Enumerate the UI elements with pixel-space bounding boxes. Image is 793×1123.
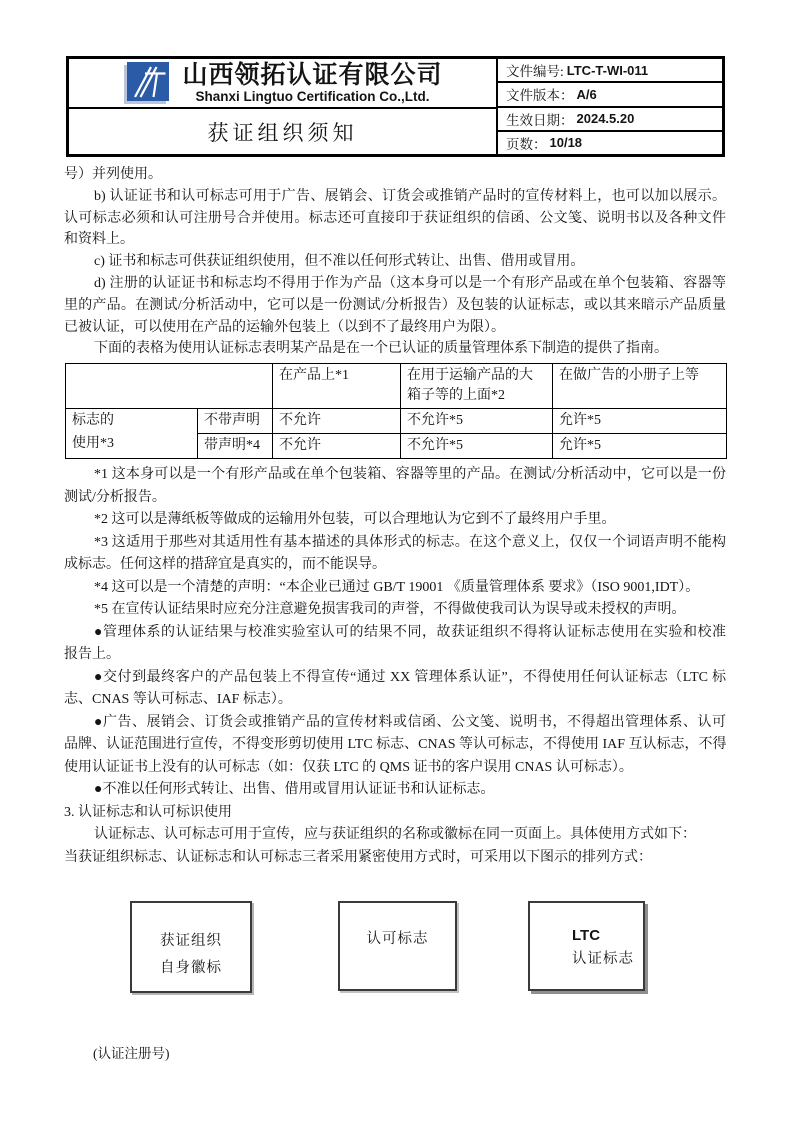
ltc-mark-inner xyxy=(530,903,643,971)
doc-number-field xyxy=(498,59,722,83)
text-line: *1 这本身可以是一个有形产品或在单个包装箱、容器等里的产品。在测试/分析活动中，它可以是一份 xyxy=(94,467,726,483)
title-row xyxy=(69,109,496,154)
rowgroup-line1: 标志的 xyxy=(72,413,114,429)
row-label-without-claim: 不带声明 xyxy=(198,409,273,434)
text-line: ●广告、展销会、订货会或推销产品的宣传材料或信函、公文笺、说明书，不得超出管理体系、认可 xyxy=(94,714,726,730)
page-count-value: 10/18 xyxy=(549,135,583,151)
table-cell: 不允许 xyxy=(273,409,401,434)
page-count-label: 页数： xyxy=(506,136,547,152)
effective-date-label: 生效日期： xyxy=(506,112,574,128)
text-line: 品牌、认证范围进行宣传，不得变形剪切使用 LTC 标志、CNAS 等认可标志，不得使用 IAF 互认标志，不得 xyxy=(64,737,727,753)
company-row xyxy=(69,59,496,109)
org-logo-box-line1: 获证组织 xyxy=(160,933,222,950)
text-line: *5 在宣传认证结果时应充分注意避免损害我司的声誉，不得做使我司认为误导或未授权的声明。 xyxy=(94,602,686,618)
doc-header-table xyxy=(66,56,725,157)
table-rowgroup-mark-use xyxy=(66,409,198,459)
ltc-certification-mark-box xyxy=(528,901,645,991)
text-line: c) 证书和标志可供获证组织使用，但不准以任何形式转让、出售、借用或冒用。 xyxy=(94,254,585,270)
text-line: d) 注册的认证证书和标志均不得用于作为产品（这本身可以是一个有形产品或在单个包装箱、容器等 xyxy=(94,275,726,291)
ltc-label: LTC xyxy=(572,927,601,945)
table-corner-cell xyxy=(66,364,273,409)
section-heading: 3. 认证标志和认可标识使用 xyxy=(64,804,232,820)
accreditation-mark-box xyxy=(338,901,457,991)
text-line: 测试/分析报告。 xyxy=(64,489,166,505)
notes-section xyxy=(64,464,726,869)
text-line: 认可标志必须和认可注册号合并使用。标志还可直接印于获证组织的信函、公文笺、说明书以及各种文件 xyxy=(64,210,726,226)
table-header-on-crates: 在用于运输产品的大箱子等的上面*2 xyxy=(401,364,553,409)
text-line: 成标志。任何这样的措辞宜是真实的，而不能误导。 xyxy=(64,557,386,573)
text-line: ●管理体系的认证结果与校准实验室认可的结果不同，故获证组织不得将认证标志使用在实验和校准 xyxy=(94,624,726,640)
table-header-on-brochures: 在做广告的小册子上等 xyxy=(553,364,727,409)
text-line: ●不准以任何形式转让、出售、借用或冒用认证证书和认证标志。 xyxy=(94,782,495,798)
accreditation-mark-label: 认可标志 xyxy=(366,931,429,948)
text-line: 和资料上。 xyxy=(64,232,134,248)
header-right-section xyxy=(498,59,722,154)
table-header-on-product: 在产品上*1 xyxy=(273,364,401,409)
text-line: 当获证组织标志、认证标志和认可标志三者采用紧密使用方式时，可采用以下图示的排列方式： xyxy=(64,849,652,865)
registration-number-caption: (认证注册号) xyxy=(93,1046,170,1062)
text-line: *3 这适用于那些对其适用性有基本描述的具体形式的标志。在这个意义上，仅仅一个词语声明不能构 xyxy=(94,534,726,550)
text-line: b) 认证证书和认可标志可用于广告、展销会、订货会或推销产品时的宣传材料上，也可以加以展示。 xyxy=(94,188,726,204)
text-line: 已被认证，可以使用在产品的运输外包装上（以到不了最终用户为限）。 xyxy=(64,319,505,335)
effective-date-field xyxy=(498,108,722,132)
text-line: 里的产品。在测试/分析活动中，它可以是一份测试/分析报告）及包装的认证标志，或以其来暗示产品质量 xyxy=(64,297,726,313)
table-cell: 不允许*5 xyxy=(401,434,553,459)
text-line: 号）并列使用。 xyxy=(64,167,162,182)
doc-version-field xyxy=(498,83,722,107)
text-line: 认证标志、认可标志可用于宣传，应与获证组织的名称或徽标在同一页面上。具体使用方式如下： xyxy=(94,827,696,843)
company-names xyxy=(182,62,442,103)
doc-number-label: 文件编号: xyxy=(506,64,564,80)
doc-version-value: A/6 xyxy=(576,86,597,102)
certification-mark-label: 认证标志 xyxy=(572,951,634,968)
text-line: ●交付到最终客户的产品包装上不得宣传“通过 XX 管理体系认证”，不得使用任何认证标志（LTC 标 xyxy=(94,669,726,685)
page-count-field xyxy=(498,132,722,154)
usage-guidance-table xyxy=(65,363,727,459)
text-line: 志、CNAS 等认可标志、IAF 标志）。 xyxy=(64,692,292,708)
table-cell: 不允许 xyxy=(273,434,401,459)
org-logo-box xyxy=(130,901,252,993)
header-left-section xyxy=(69,59,498,154)
document-title: 获证组织须知 xyxy=(207,120,358,145)
effective-date-value: 2024.5.20 xyxy=(576,111,635,127)
text-line: 下面的表格为使用认证标志表明某产品是在一个已认证的质量管理体系下制造的提供了指南。 xyxy=(94,341,668,357)
text-line: 报告上。 xyxy=(64,647,120,663)
table-cell: 允许*5 xyxy=(553,434,727,459)
org-logo-box-line2: 自身徽标 xyxy=(160,960,222,977)
text-line: 使用认证证书上没有的认可标志（如：仅获 LTC 的 QMS 证书的客户误用 CNAS 认可标志）。 xyxy=(64,759,633,775)
company-logo-icon xyxy=(122,61,170,105)
text-line: *4 这可以是一个清楚的声明：“本企业已通过 GB/T 19001 《质量管理体系 要求》（ISO 9001,IDT）。 xyxy=(94,579,700,595)
text-line: *2 这可以是薄纸板等做成的运输用外包装，可以合理地认为它到不了最终用户手里。 xyxy=(94,512,616,528)
row-label-with-claim: 带声明*4 xyxy=(198,434,273,459)
company-name-en: Shanxi Lingtuo Certification Co.,Ltd. xyxy=(195,88,430,104)
table-cell: 允许*5 xyxy=(553,409,727,434)
doc-version-label: 文件版本： xyxy=(506,88,574,104)
company-name-cn: 山西领拓认证有限公司 xyxy=(182,61,443,90)
document-body xyxy=(64,164,726,1062)
table-cell: 不允许*5 xyxy=(401,409,553,434)
mark-arrangement-diagram xyxy=(64,901,726,996)
rowgroup-line2: 使用*3 xyxy=(72,435,114,451)
doc-number-value: LTC-T-WI-011 xyxy=(566,62,649,78)
